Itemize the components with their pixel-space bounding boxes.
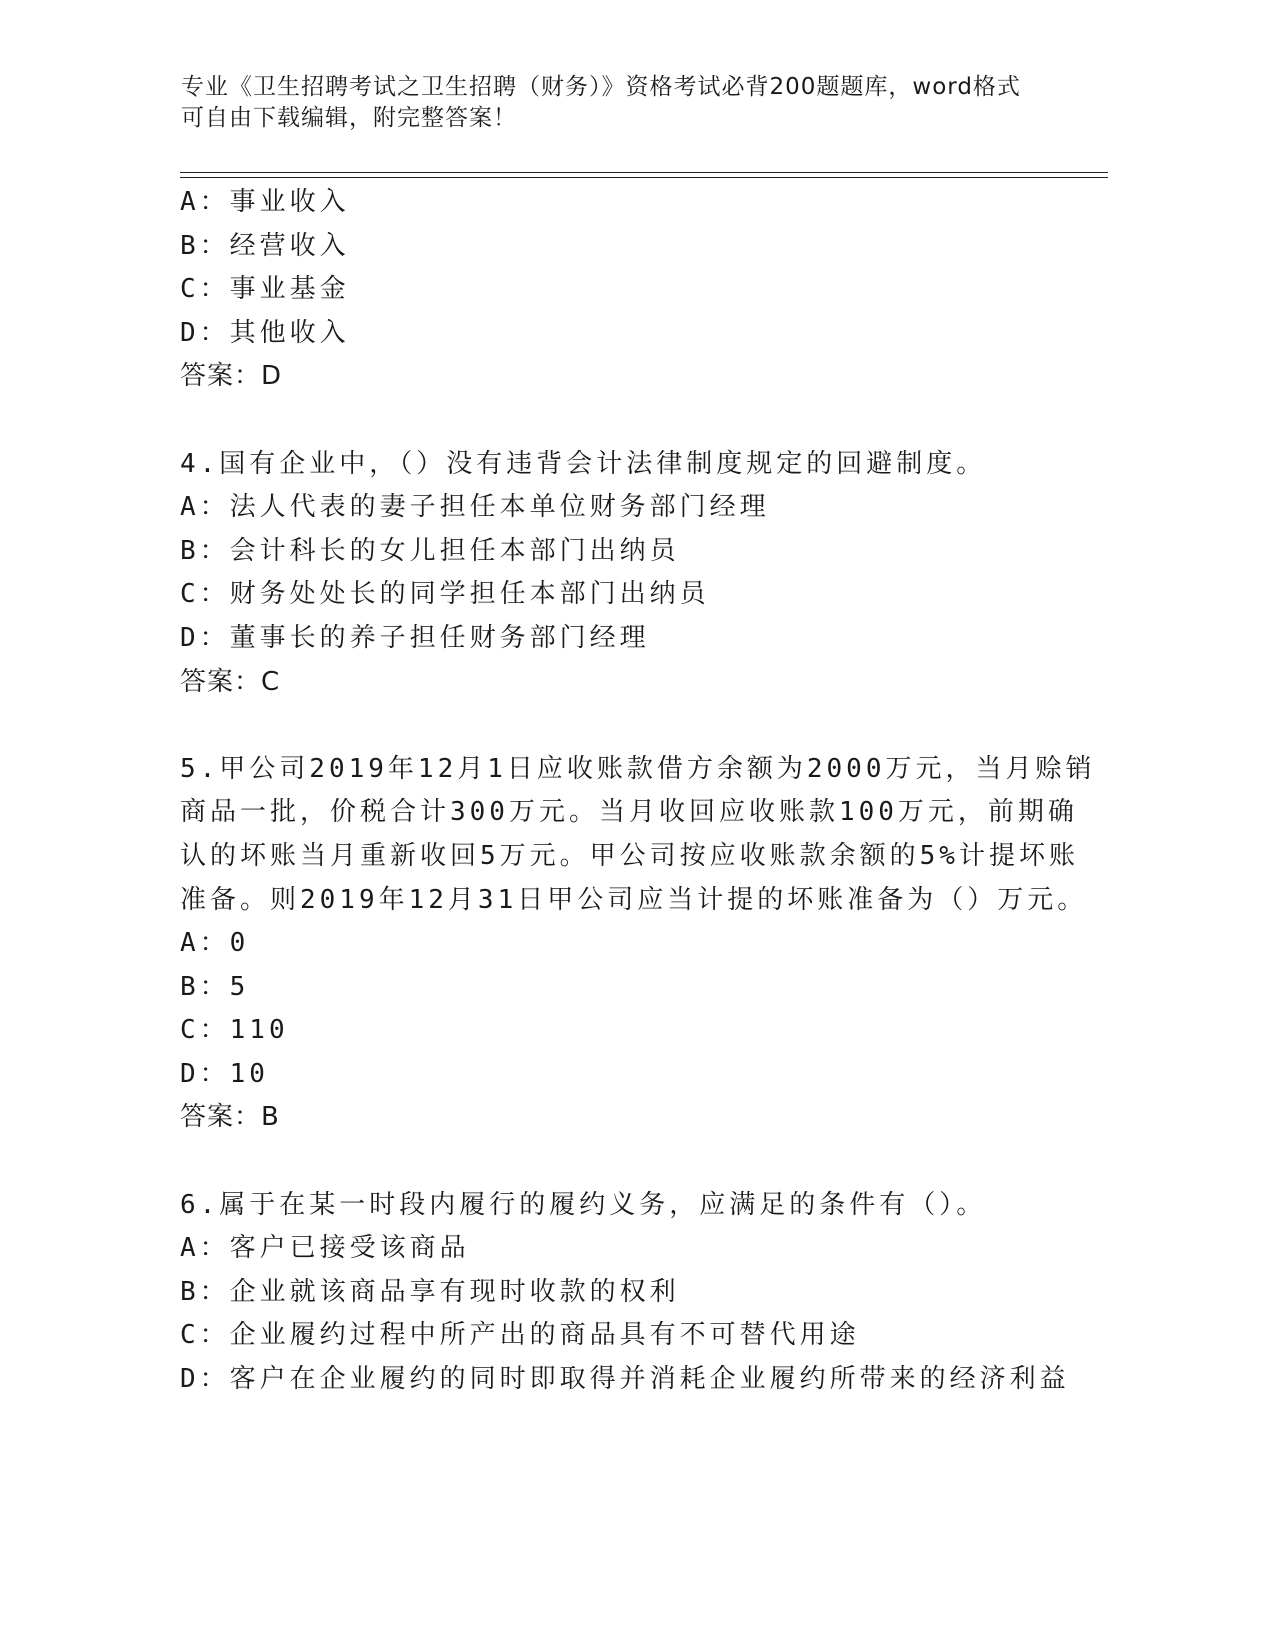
question-5	[180, 748, 1096, 1140]
option-b: B：企业就该商品享有现时收款的权利	[180, 1276, 680, 1307]
question-6	[180, 1184, 1080, 1402]
question-stem-line: 5.甲公司2019年12月1日应收账款借方余额为2000万元，当月赊销	[180, 753, 1096, 784]
option-c: C：110	[180, 1015, 289, 1046]
option-a: A：事业收入	[180, 187, 350, 217]
header-line-1: 专业《卫生招聘考试之卫生招聘（财务）》资格考试必背200题题库，word格式	[181, 74, 1021, 100]
question-stem-line: 商品一批，价税合计300万元。当月收回应收账款100万元，前期确	[180, 797, 1078, 828]
option-b: B：经营收入	[180, 230, 350, 261]
option-c: C：财务处处长的同学担任本部门出纳员	[180, 579, 710, 610]
option-b: B：5	[180, 971, 250, 1002]
answer: 答案：B	[180, 1102, 280, 1133]
answer: 答案：C	[180, 666, 281, 697]
option-b: B：会计科长的女儿担任本部门出纳员	[180, 535, 680, 566]
spacer	[180, 704, 1080, 748]
header-divider-bottom	[180, 177, 1108, 178]
header-divider-top	[180, 172, 1108, 173]
question-4	[180, 443, 1080, 705]
question-stem: 4.国有企业中，（）没有违背会计法律制度规定的回避制度。	[180, 448, 987, 479]
option-d: D：其他收入	[180, 317, 350, 348]
answer: 答案：D	[180, 361, 283, 392]
question-3	[180, 181, 1080, 399]
option-d: D：董事长的养子担任财务部门经理	[180, 622, 650, 653]
spacer	[180, 399, 1080, 443]
header-line-2: 可自由下载编辑，附完整答案！	[181, 105, 517, 131]
option-a: A：0	[180, 928, 250, 959]
option-d: D：客户在企业履约的同时即取得并消耗企业履约所带来的经济利益	[180, 1364, 1070, 1395]
question-stem: 6.属于在某一时段内履行的履约义务，应满足的条件有（）。	[180, 1189, 987, 1220]
option-c: C：企业履约过程中所产出的商品具有不可替代用途	[180, 1320, 860, 1351]
document-header	[181, 72, 1041, 134]
option-a: A：客户已接受该商品	[180, 1233, 470, 1264]
option-c: C：事业基金	[180, 274, 350, 305]
option-d: D：10	[180, 1058, 269, 1089]
spacer	[180, 1140, 1080, 1184]
option-a: A：法人代表的妻子担任本单位财务部门经理	[180, 492, 770, 523]
question-stem-line: 准备。则2019年12月31日甲公司应当计提的坏账准备为（）万元。	[180, 884, 1088, 915]
question-content	[180, 181, 1096, 1402]
question-stem-line: 认的坏账当月重新收回5万元。甲公司按应收账款余额的5%计提坏账	[180, 840, 1079, 871]
